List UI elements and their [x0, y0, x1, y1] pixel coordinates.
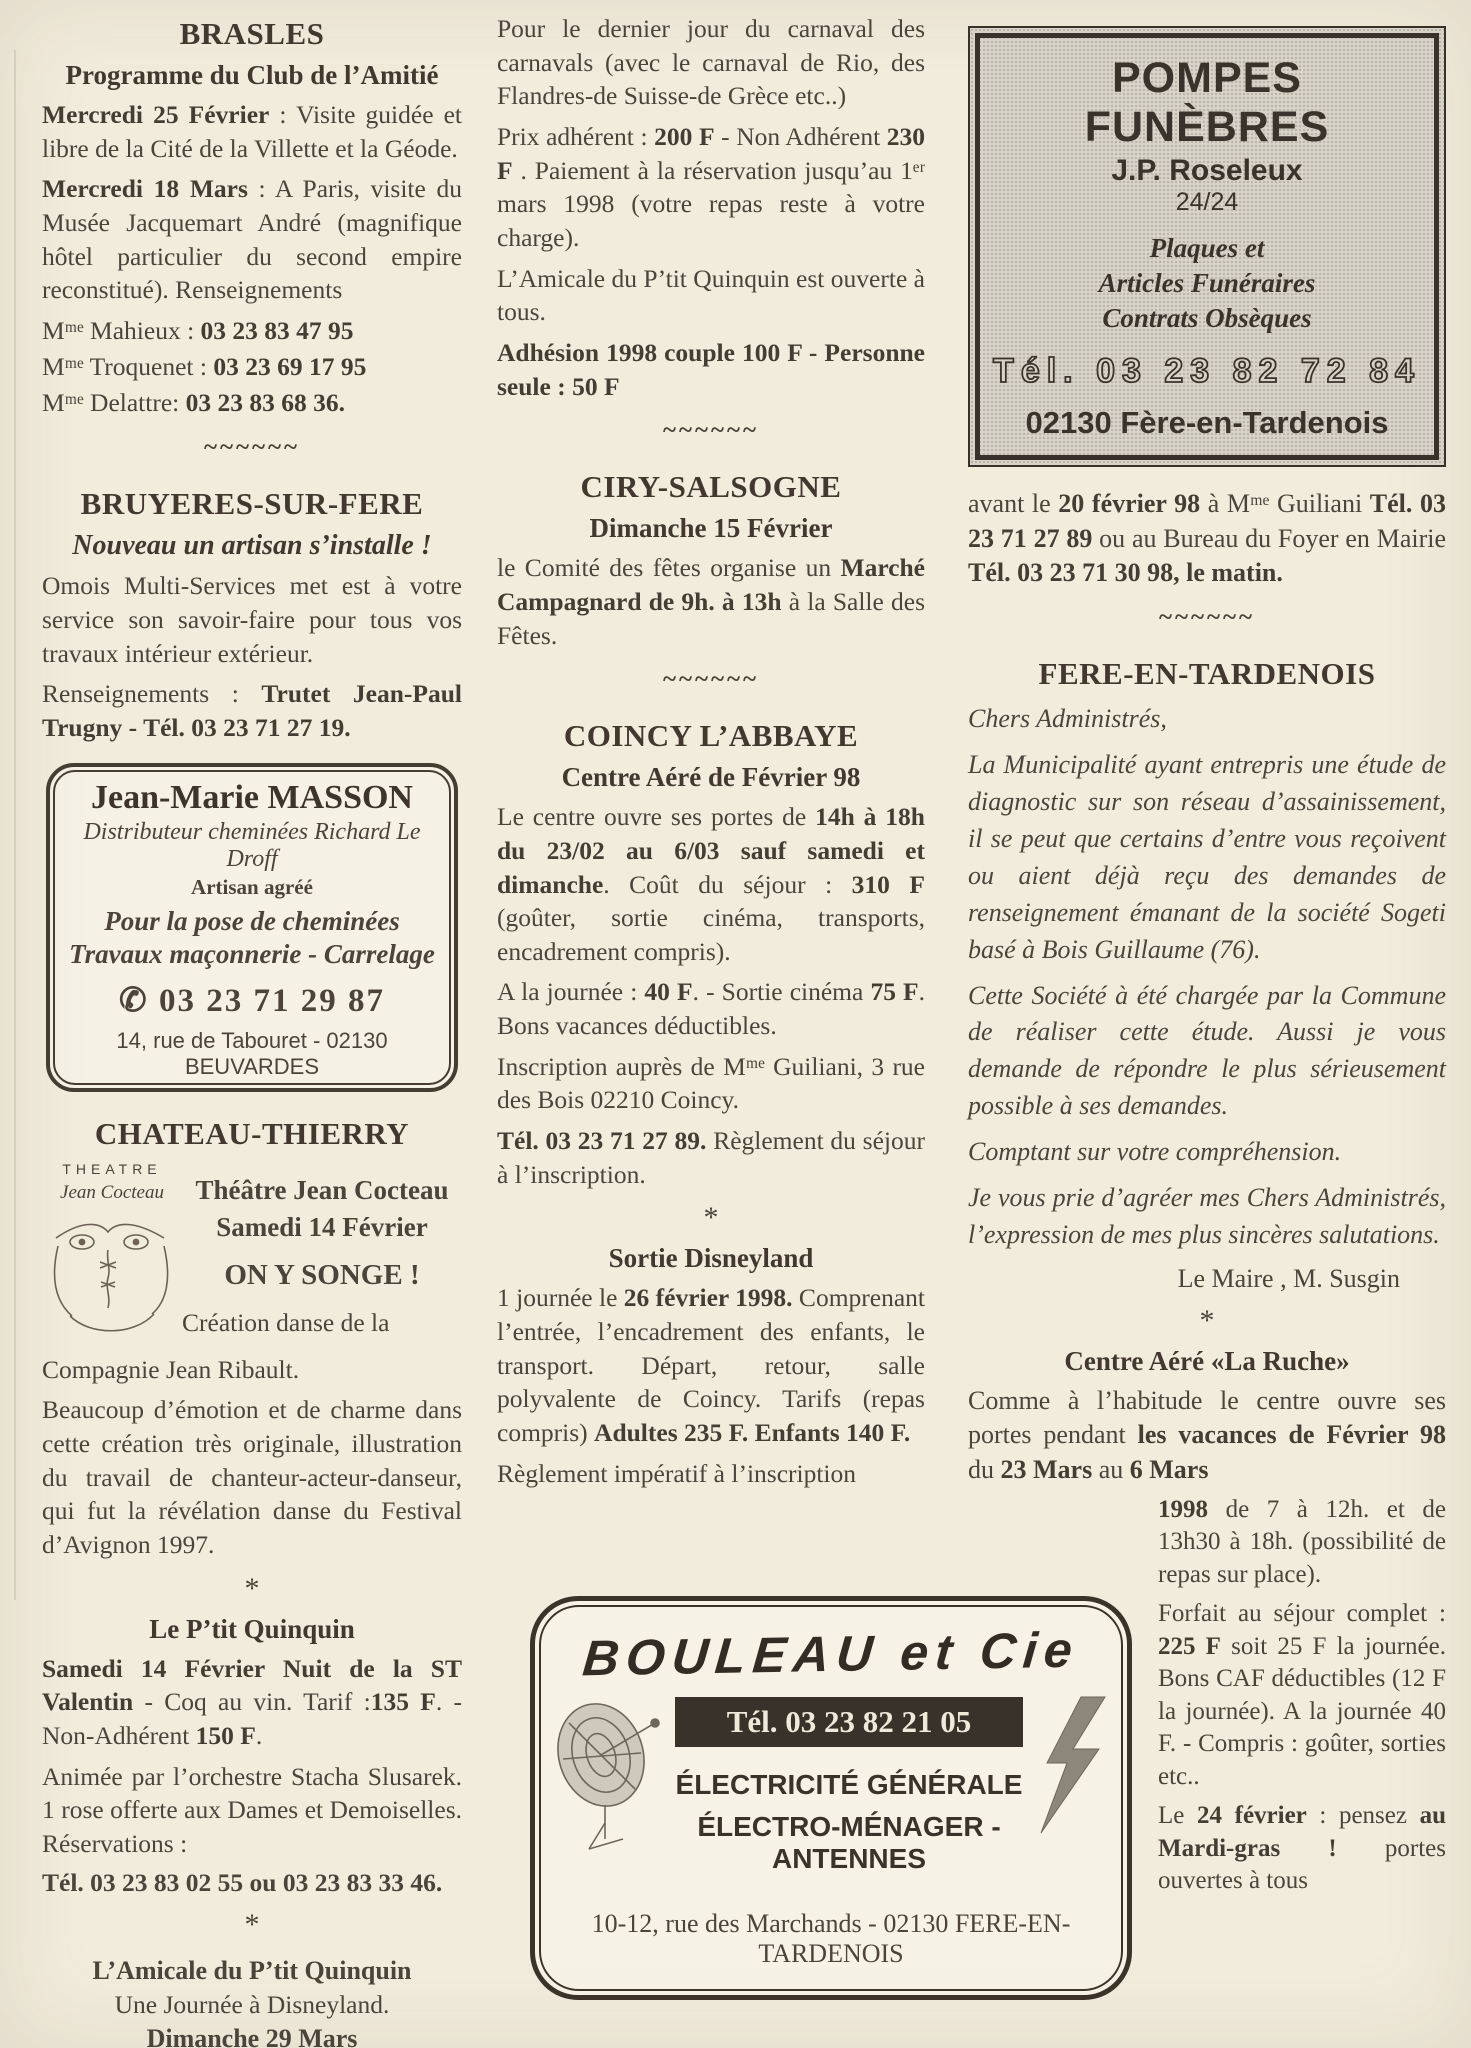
lightning-bolt-icon — [1029, 1693, 1113, 1853]
text-run: . Paiement à la réservation jusqu’au 1ᵉʳ mars 1998 (votre repas reste à votre charge). — [497, 155, 925, 252]
ad-masson — [46, 763, 458, 1092]
contact-line — [42, 314, 462, 348]
bruyeres-contact — [42, 677, 462, 744]
date-bold: Mercredi 25 Février — [42, 100, 270, 129]
ad-pompes-funebres — [968, 26, 1446, 467]
phone-number: Tél. 03 23 71 27 89. — [497, 1126, 707, 1156]
text-run: . - Non-Adhérent — [42, 1687, 462, 1750]
ruche-mardi-gras — [1158, 1800, 1446, 1898]
section-title-bruyeres: BRUYERES-SUR-FERE — [80, 486, 424, 522]
brasles-paragraph-2 — [42, 172, 462, 307]
text-run: Le centre ouvre ses portes de — [497, 802, 816, 832]
phone-number: 03 23 83 68 36. — [185, 388, 345, 418]
tilde-divider: ~~~~~~ — [203, 434, 300, 462]
text-run: - Non Adhérent — [714, 121, 887, 151]
price-bold: 230 F — [497, 121, 926, 185]
quinquin-title: Le P’tit Quinquin — [149, 1613, 355, 1644]
ad-masson-name: Jean-Marie MASSON — [90, 778, 413, 816]
star-separator: * — [1199, 1303, 1215, 1337]
guiliani-contact-paragraph — [968, 487, 1446, 590]
contact-name: Mᵐᵉ Troquenet : — [42, 352, 214, 382]
date-bold: 6 Mars — [1129, 1454, 1209, 1484]
date-bold: 24 février — [1197, 1802, 1307, 1830]
ruche-hours — [1158, 1494, 1446, 1592]
disney-title: Sortie Disneyland — [608, 1243, 814, 1274]
star-separator: * — [244, 1907, 260, 1941]
price-bold: Adultes 235 F. Enfants 140 F. — [594, 1418, 911, 1448]
show-review: Beaucoup d’émotion et de charme dans cette création très originale, illustration du travail de chanteur-acteur-danseur, qui fut la révélation danse du Festival d’Avignon 1997. — [42, 1395, 462, 1559]
amicale-date: Dimanche 29 Mars — [146, 2023, 358, 2048]
contact-line — [42, 350, 462, 384]
price-bold: 200 F — [654, 121, 715, 151]
quinquin-details: Animée par l’orchestre Stacha Slusarek. 1 rose offerte aux Dames et Demoiselles. Réservations : — [42, 1761, 462, 1858]
ad-masson-certification: Artisan agréé — [191, 874, 313, 899]
text-run: Comme à l’habitude le centre ouvre ses portes pendant — [968, 1385, 1446, 1450]
text-run: portes ouvertes à tous — [1158, 1834, 1446, 1895]
text-run: Règlement du séjour à l’inscription. — [497, 1126, 925, 1189]
ad-bouleau-center — [669, 1693, 1029, 1875]
ad-pompes-service-1: Plaques et — [1149, 233, 1265, 263]
ad-bouleau — [530, 1596, 1132, 2000]
ad-bouleau-phone: Tél. 03 23 82 21 05 — [675, 1697, 1023, 1747]
ad-bouleau-address: 10-12, rue des Marchands - 02130 FERE-EN-TARDENOIS — [591, 1909, 1071, 1968]
year-bold: 1998 — [1158, 1495, 1208, 1523]
date-bold: 23 Mars — [1000, 1454, 1093, 1484]
ad-bouleau-service-2: ÉLECTRO-MÉNAGER - ANTENNES — [697, 1811, 1001, 1874]
ad-pompes-service-2: Articles Funéraires — [1098, 268, 1316, 299]
phone-number: 03 23 69 17 95 — [213, 352, 367, 382]
text-run: du — [968, 1454, 1001, 1484]
theatre-logo-script: Jean Cocteau — [60, 1181, 164, 1203]
ad-masson-tagline: Distributeur cheminées Richard Le Droff — [83, 818, 421, 872]
theatre-logo-word: THEATRE — [62, 1160, 162, 1177]
text-run: A la journée : — [497, 977, 645, 1007]
star-separator: * — [244, 1571, 260, 1605]
date-bold: Mercredi 18 Mars — [42, 174, 248, 204]
text-run: : Visite guidée et libre de la Cité de la Villette et la Géode. — [42, 100, 462, 163]
coincy-phone-line — [497, 1124, 925, 1191]
price-bold: 40 F — [644, 977, 693, 1007]
phone-icon: ✆ — [119, 982, 149, 1019]
text-run: soit 25 F la journée. Bons CAF déductibles (12 F la journée). A la journée 40 F. - Compris : goûter, sorties etc.. — [1158, 1632, 1446, 1790]
contact-name: Mᵐᵉ Mahieux : — [42, 315, 201, 345]
text-run: - Coq au vin. Tarif : — [133, 1687, 371, 1717]
ruche-title: Centre Aéré «La Ruche» — [1064, 1345, 1350, 1376]
time-bold: le matin. — [1186, 557, 1283, 587]
text-run: : pensez — [1306, 1802, 1420, 1830]
coincy-subtitle: Centre Aéré de Février 98 — [561, 762, 861, 793]
event-bold: Samedi 14 Février Nuit de la ST Valentin — [42, 1653, 462, 1717]
text-run: Forfait au séjour complet : — [1158, 1600, 1446, 1628]
ad-pompes-owner: J.P. Roseleux — [1111, 154, 1303, 187]
ad-pompes-city: 02130 Fère-en-Tardenois — [1025, 405, 1389, 441]
text-run: . - Sortie cinéma — [692, 977, 871, 1007]
letter-paragraph-1: La Municipalité ayant entrepris une étude de diagnostic sur son réseau d’assainissement, il se peut que certains d’entre vous reçoivent ou aient déjà reçu des demandes de renseignement émanant de la société Sogeti basé à Bois Guillaume (76). — [968, 750, 1446, 964]
event-bold: Marché Campagnard de 9h. à 13h — [497, 553, 925, 616]
ad-pompes-phone: Tél. 03 23 82 72 84 — [993, 352, 1421, 391]
price-bold: 75 F — [870, 977, 919, 1007]
show-description-end: Compagnie Jean Ribault. — [42, 1354, 300, 1384]
cocteau-sketch-icon — [42, 1158, 182, 1353]
mayor-signature: Le Maire , M. Susgin — [1177, 1263, 1400, 1293]
text-run: Renseignements : — [42, 679, 262, 709]
text-run: . Coût du séjour : — [603, 869, 852, 899]
contact-name: Mᵐᵉ Delattre: — [42, 388, 186, 418]
theatre-block — [42, 1158, 462, 1353]
theatre-name: Théâtre Jean Cocteau — [195, 1174, 449, 1205]
text-run: ou au Bureau du Foyer en Mairie — [1092, 523, 1447, 553]
membership-bold: Adhésion 1998 couple 100 F - Personne seule : 50 F — [497, 337, 925, 401]
phone-number: Tél. 03 23 71 27 89 — [968, 489, 1446, 553]
quinquin-phone: Tél. 03 23 83 02 55 ou 03 23 83 33 46. — [42, 1867, 443, 1897]
letter-paragraph-2: Cette Société à été chargée par la Commune de réaliser cette étude. Aussi je vous demande de répondre le plus sérieusement possible à ses demandes. — [968, 980, 1446, 1121]
date-bold: 20 février 98 — [1058, 489, 1201, 519]
phone-number: 03 23 71 29 87 — [158, 982, 385, 1019]
text-run: avant le — [968, 489, 1059, 519]
column-middle — [497, 12, 925, 1497]
ciry-date: Dimanche 15 Février — [589, 513, 833, 544]
schedule-bold: 14h à 18h du 23/02 au 6/03 sauf samedi et dimanche — [497, 802, 925, 899]
section-title-chateau-thierry: CHATEAU-THIERRY — [94, 1115, 410, 1151]
letter-paragraph-3: Comptant sur votre compréhension. — [968, 1137, 1342, 1167]
price-bold: 135 F — [370, 1687, 436, 1717]
quinquin-event — [42, 1652, 462, 1753]
tilde-divider: ~~~~~~ — [662, 666, 759, 694]
contact-line — [42, 386, 462, 420]
section-title-coincy: COINCY L’ABBAYE — [563, 718, 859, 754]
ciry-paragraph — [497, 551, 925, 652]
coincy-inscription: Inscription auprès de Mᵐᵉ Guiliani, 3 rue des Bois 02210 Coincy. — [497, 1051, 925, 1115]
text-run: Le — [1158, 1802, 1197, 1830]
price-bold: 225 F — [1158, 1632, 1221, 1660]
ad-masson-service-2: Travaux maçonnerie - Carrelage — [69, 938, 435, 969]
theatre-info — [182, 1158, 462, 1339]
amicale-title: L’Amicale du P’tit Quinquin — [92, 1955, 412, 1985]
brasles-subtitle: Programme du Club de l’Amitié — [65, 60, 439, 90]
carnaval-paragraph-1: Pour le dernier jour du carnaval des carnavals (avec le carnaval de Rio, des Flandres-de Suisse-de Grèce etc..) — [497, 14, 925, 111]
ad-bouleau-row — [535, 1693, 1127, 1875]
ad-masson-phone — [58, 980, 446, 1020]
show-title: ON Y SONGE ! — [224, 1259, 420, 1292]
theatre-date: Samedi 14 Février — [216, 1212, 428, 1243]
mayor-letter — [968, 701, 1446, 1254]
text-run: Comprenant l’entrée, l’encadrement des enfants, le transport. Départ, retour, salle polyvalente de Coincy. Tarifs (repas compris) — [497, 1283, 925, 1448]
amicale-block — [42, 1956, 462, 2048]
ruche-rates — [1158, 1598, 1446, 1793]
carnaval-membership — [497, 336, 925, 403]
text-run: . — [255, 1720, 263, 1750]
event-bold: au Mardi-gras ! — [1158, 1802, 1447, 1862]
phone-number: 03 23 83 47 95 — [200, 315, 354, 345]
disney-paragraph — [497, 1281, 925, 1449]
ad-bouleau-service-1: ÉLECTRICITÉ GÉNÉRALE — [675, 1769, 1023, 1800]
text-run: à la Salle des Fêtes. — [497, 586, 925, 650]
ruche-opening — [968, 1384, 1446, 1487]
text-run: Prix adhérent : — [497, 121, 655, 151]
coincy-hours — [497, 800, 925, 968]
ad-bouleau-name: BOULEAU et Cie — [580, 1621, 1082, 1687]
text-run: à Mᵐᵉ Guiliani — [1200, 489, 1370, 519]
text-run: : A Paris, visite du Musée Jacquemart André (magnifique hôtel particulier du second empire reconstitué). Renseignements — [42, 174, 462, 305]
carnaval-prices — [497, 120, 925, 255]
bruyeres-paragraph: Omois Multi-Services met est à votre service son savoir-faire pour tous vos travaux intérieur extérieur. — [42, 571, 462, 668]
brasles-paragraph-1 — [42, 98, 462, 165]
price-bold: 150 F — [195, 1720, 256, 1750]
show-description-start: Création danse de la — [182, 1308, 390, 1338]
tilde-divider: ~~~~~~ — [1158, 604, 1255, 632]
ad-masson-service-1: Pour la pose de cheminées — [104, 905, 400, 936]
column-left — [42, 16, 462, 2048]
section-title-ciry: CIRY-SALSOGNE — [580, 469, 842, 505]
ad-pompes-inner — [975, 33, 1439, 460]
amicale-trip: Une Journée à Disneyland. — [114, 1989, 390, 2019]
tilde-divider: ~~~~~~ — [662, 417, 759, 445]
coincy-day-rates — [497, 975, 925, 1042]
section-title-fere: FERE-EN-TARDENOIS — [1038, 656, 1376, 692]
ad-pompes-hours: 24/24 — [1175, 188, 1239, 216]
ad-pompes-service-3: Contrats Obsèques — [1102, 303, 1312, 334]
disney-reglement: Règlement impératif à l’inscription — [497, 1458, 857, 1488]
ad-masson-address: 14, rue de Tabouret - 02130 BEUVARDES — [116, 1027, 388, 1079]
bruyeres-subtitle: Nouveau un artisan s’installe ! — [72, 530, 432, 562]
price-bold: 310 F — [851, 869, 926, 899]
text-run: le Comité des fêtes organise un — [497, 553, 841, 583]
text-run: 1 journée le — [497, 1283, 624, 1313]
text-run: (goûter, sortie cinéma, transports, encadrement compris). — [497, 903, 925, 966]
ad-pompes-title: POMPES FUNÈBRES — [1084, 54, 1330, 151]
text-run: de 7 à 12h. et de 13h30 à 18h. (possibilité de repas sur place). — [1158, 1495, 1446, 1588]
contact-bold: Trutet Jean-Paul Trugny - Tél. 03 23 71 27 19. — [42, 679, 462, 743]
text-run: . Bons vacances déductibles. — [497, 977, 925, 1041]
star-separator: * — [703, 1201, 719, 1235]
text-run: au — [1092, 1454, 1130, 1484]
letter-paragraph-4: Je vous prie d’agréer mes Chers Administrés, l’expression de mes plus sincères salutations. — [968, 1183, 1446, 1249]
satellite-dish-icon — [549, 1693, 669, 1853]
carnaval-open: L’Amicale du P’tit Quinquin est ouverte à tous. — [497, 263, 925, 327]
period-bold: les vacances de Février 98 — [1137, 1420, 1446, 1450]
ruche-narrow-block — [1158, 1494, 1446, 1898]
letter-salutation: Chers Administrés, — [968, 704, 1167, 734]
date-bold: 26 février 1998. — [623, 1283, 793, 1313]
section-title-brasles: BRASLES — [179, 16, 325, 51]
phone-number: Tél. 03 23 71 30 98, — [968, 557, 1180, 587]
